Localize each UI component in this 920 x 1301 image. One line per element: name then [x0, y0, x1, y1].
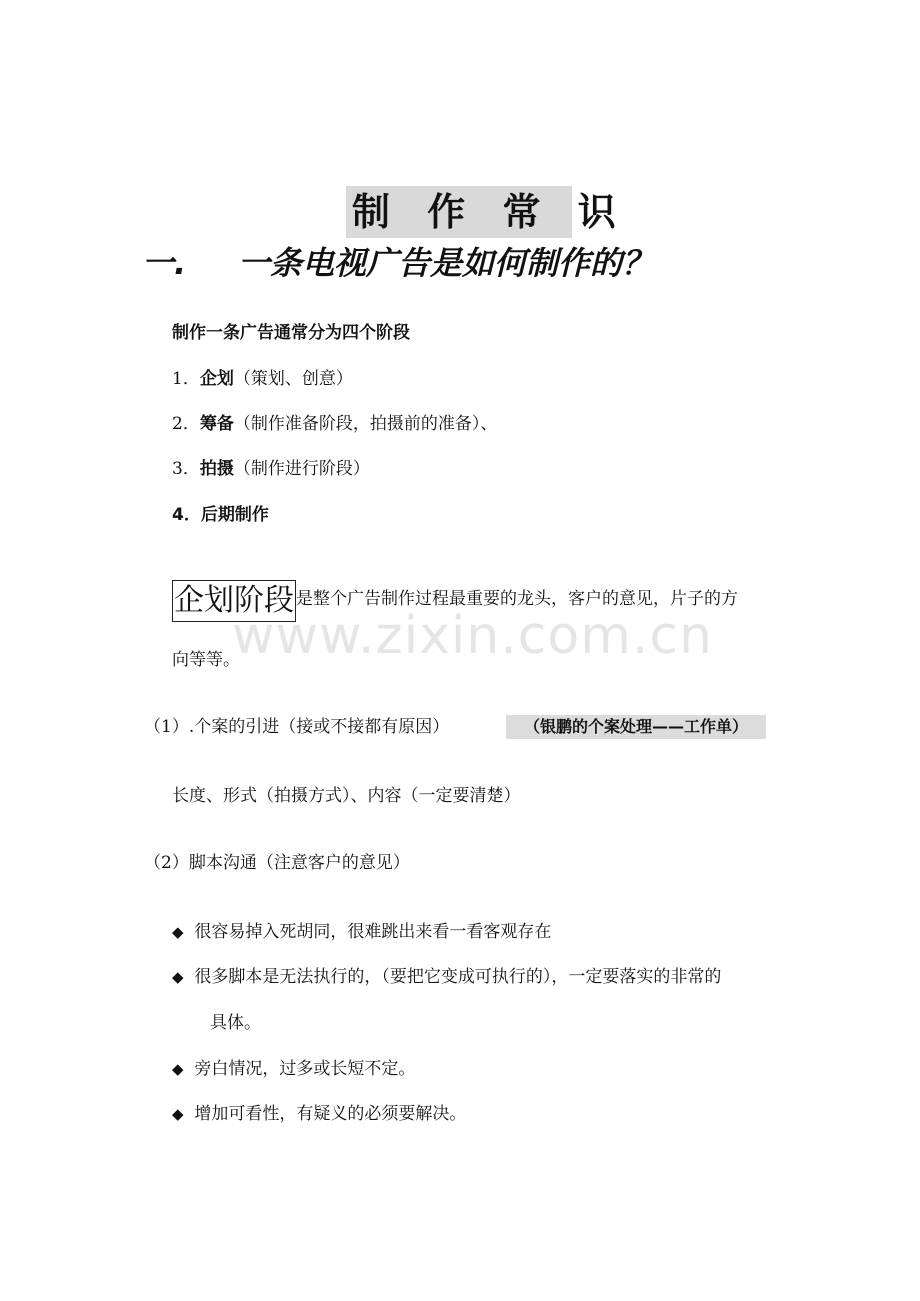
bullet-item-4 — [172, 1102, 466, 1126]
section-heading-number: 一. — [142, 244, 187, 282]
stage-item-3 — [172, 457, 370, 481]
bullet-text: 很多脚本是无法执行的，（要把它变成可执行的），一定要落实的非常的 — [194, 967, 722, 987]
section-1-detail: 长度、形式（拍摄方式）、内容（一定要清楚） — [172, 786, 521, 806]
bullet-text: 增加可看性，有疑义的必须要解决。 — [194, 1104, 467, 1124]
section-2-label: （2）脚本沟通（注意客户的意见） — [144, 853, 410, 873]
stage-name: 后期制作 — [200, 505, 269, 525]
diamond-bullet-icon: ◆ — [172, 1060, 184, 1078]
bullet-item-3 — [172, 1057, 415, 1081]
planning-text: 是整个广告制作过程最重要的龙头，客户的意见，片子的方 — [296, 589, 738, 609]
stage-number: 1． — [172, 369, 200, 389]
bullet-text: 很容易掉入死胡同，很难跳出来看一看客观存在 — [194, 922, 552, 942]
diamond-bullet-icon: ◆ — [172, 923, 184, 941]
planning-paragraph — [172, 580, 738, 622]
stage-item-2 — [172, 412, 497, 436]
stage-desc: （策划、创意） — [233, 369, 353, 389]
bullet-item-2-continued: 具体。 — [210, 1013, 261, 1033]
stage-desc: （制作准备阶段，拍摄前的准备）、 — [233, 414, 498, 434]
stage-name: 拍摄 — [199, 459, 234, 479]
planning-text-continued: 向等等。 — [172, 650, 240, 670]
bullet-item-1 — [172, 920, 551, 944]
watermark: www.zixin.com.cn — [232, 606, 713, 666]
bullet-item-2 — [172, 965, 721, 989]
bullet-text: 旁白情况，过多或长短不定。 — [194, 1059, 416, 1079]
diamond-bullet-icon: ◆ — [172, 1105, 184, 1123]
stage-name: 企划 — [199, 369, 234, 389]
stage-item-1 — [172, 367, 353, 391]
section-1-label: （1）.个案的引进（接或不接都有原因） — [144, 717, 450, 737]
stage-number: 3． — [172, 459, 200, 479]
intro-text: 制作一条广告通常分为四个阶段 — [172, 323, 410, 343]
diamond-bullet-icon: ◆ — [172, 968, 184, 986]
page-title: 制 作 常 识 — [346, 186, 572, 238]
stage-number: 2． — [172, 414, 200, 434]
stage-desc: （制作进行阶段） — [233, 459, 370, 479]
stage-item-4 — [172, 503, 269, 527]
section-heading: 一条电视广告是如何制作的？ — [238, 244, 655, 282]
stage-name: 筹备 — [199, 414, 234, 434]
stage-number: 4． — [172, 505, 201, 525]
section-1-tag: （银鹏的个案处理——工作单） — [506, 715, 766, 739]
planning-label-box: 企划阶段 — [172, 580, 296, 622]
